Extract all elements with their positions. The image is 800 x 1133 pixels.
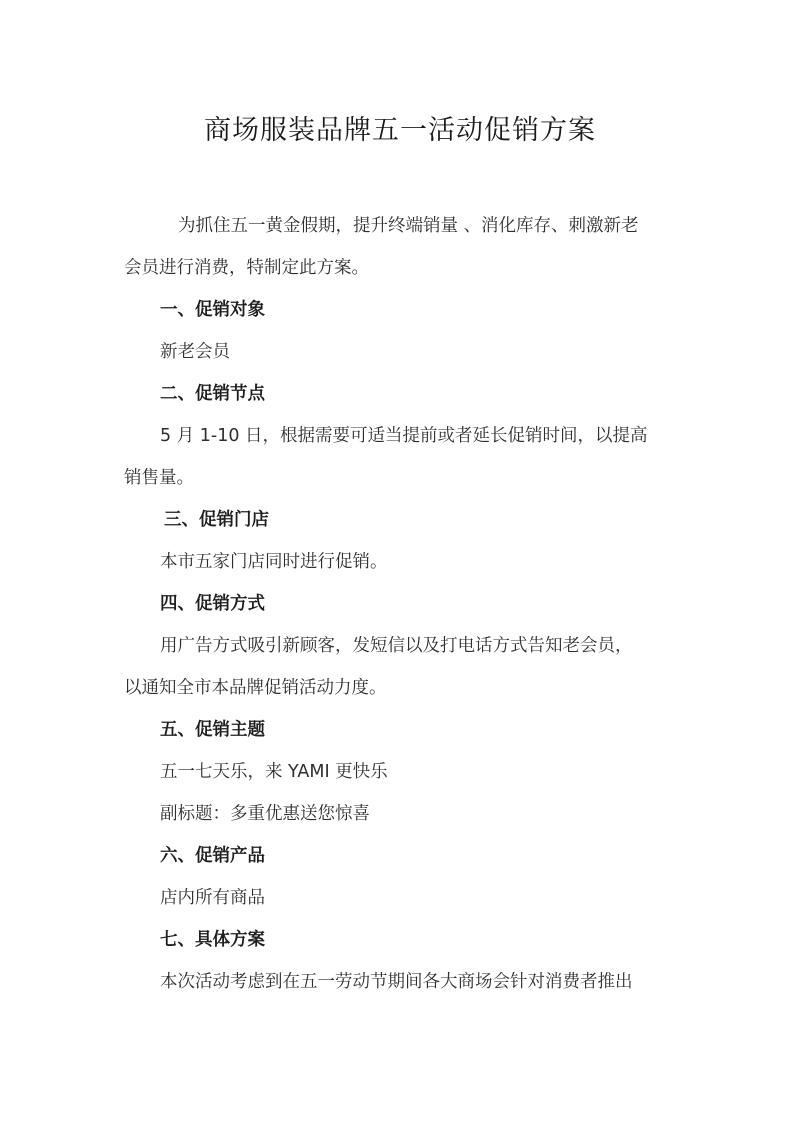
section-heading-theme: 五、促销主题 bbox=[160, 720, 265, 740]
section-heading-method: 四、促销方式 bbox=[160, 594, 265, 614]
section-heading-products: 六、促销产品 bbox=[160, 846, 265, 866]
section-heading-target: 一、促销对象 bbox=[160, 300, 265, 320]
section-body-method-1: 用广告方式吸引新顾客，发短信以及打电话方式告知老会员， bbox=[160, 636, 633, 656]
section-heading-plan: 七、具体方案 bbox=[160, 930, 265, 950]
section-heading-period: 二、促销节点 bbox=[160, 384, 265, 404]
section-body-stores: 本市五家门店同时进行促销。 bbox=[160, 552, 388, 572]
section-body-period-2: 销售量。 bbox=[124, 468, 194, 488]
section-body-theme-2: 副标题：多重优惠送您惊喜 bbox=[160, 804, 370, 824]
intro-line-1: 为抓住五一黄金假期，提升终端销量 、消化库存、刺激新老 bbox=[178, 216, 639, 236]
section-body-theme-1: 五一七天乐，来 YAMI 更快乐 bbox=[160, 762, 388, 782]
section-body-products: 店内所有商品 bbox=[160, 888, 265, 908]
section-heading-stores: 三、促销门店 bbox=[164, 510, 269, 530]
section-body-target: 新老会员 bbox=[160, 342, 230, 362]
section-body-period-1: 5 月 1-10 日，根据需要可适当提前或者延长促销时间，以提高 bbox=[160, 426, 648, 446]
section-body-plan-1: 本次活动考虑到在五一劳动节期间各大商场会针对消费者推出 bbox=[160, 972, 633, 992]
intro-line-2: 会员进行消费，特制定此方案。 bbox=[124, 258, 369, 278]
section-body-method-2: 以通知全市本品牌促销活动力度。 bbox=[124, 678, 387, 698]
document-title: 商场服装品牌五一活动促销方案 bbox=[204, 115, 596, 146]
